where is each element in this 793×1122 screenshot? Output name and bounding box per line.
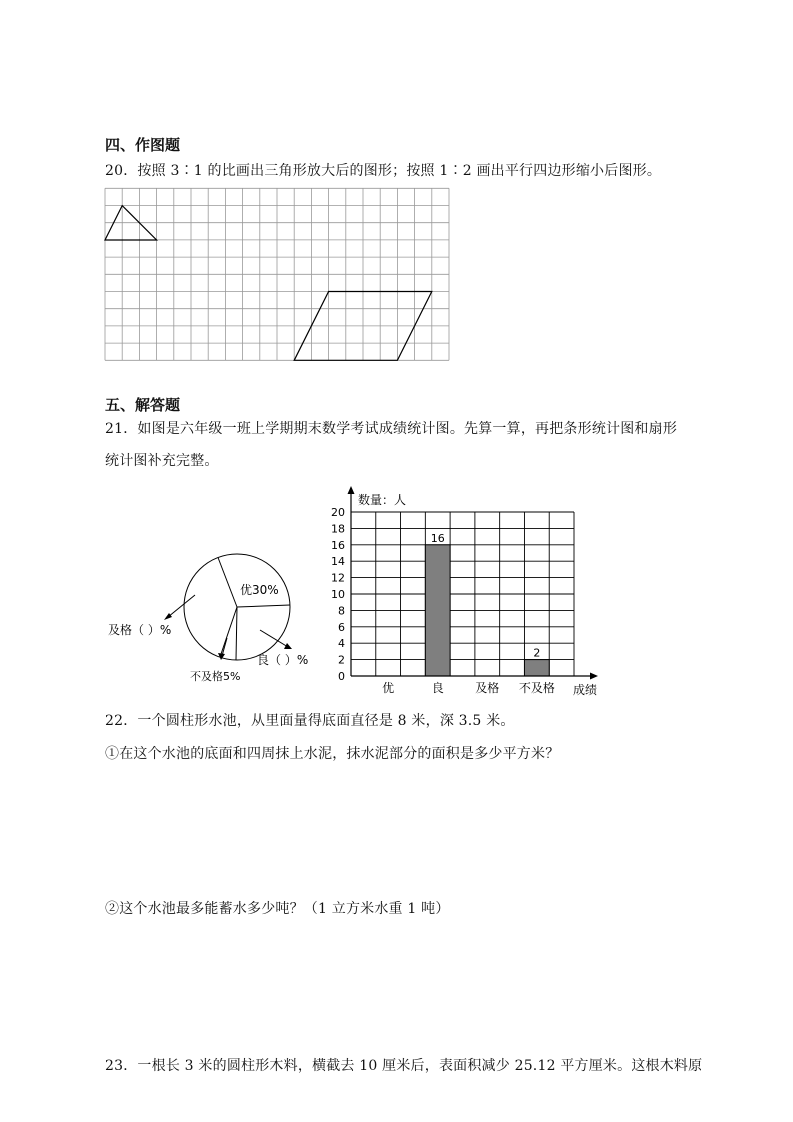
question-21-line2: 统计图补充完整。 (105, 453, 219, 469)
question-22-part2: ②这个水池最多能蓄水多少吨？（1 立方米水重 1 吨） (105, 901, 450, 917)
x-axis-label: 成绩 (573, 683, 598, 697)
y-tick-label: 20 (331, 506, 345, 519)
pie-divider-2 (237, 605, 290, 607)
pie-label-excellent: 优30% (240, 583, 279, 597)
y-axis-arrow (348, 486, 355, 494)
pie-chart (100, 550, 335, 690)
question-number: 20． (105, 163, 138, 179)
pie-label-pass: 及格（ ）% (108, 623, 172, 637)
bar-data-label: 16 (430, 531, 445, 545)
question-text: 一个圆柱形水池，从里面量得底面直径是 8 米，深 3.5 米。 (137, 713, 515, 729)
bar-data-label: 2 (533, 646, 541, 660)
y-tick-label: 12 (331, 571, 345, 585)
y-tick-label: 10 (331, 588, 345, 601)
y-tick-label: 14 (331, 555, 345, 569)
bar-3 (524, 660, 549, 676)
question-text: 按照 3∶1 的比画出三角形放大后的图形；按照 1∶2 画出平行四边形缩小后图形。 (137, 163, 662, 179)
question-text: 一根长 3 米的圆柱形木料，横截去 10 厘米后，表面积减少 25.12 平方厘米。这根木料原 (137, 1058, 703, 1074)
y-tick-label: 16 (331, 538, 345, 552)
arrow-pass (168, 595, 195, 617)
question-22 (105, 710, 515, 730)
question-number: 22． (105, 713, 138, 729)
pie-label-fail: 不及格5% (190, 670, 241, 683)
x-tick-label: 不及格 (518, 681, 555, 695)
question-20 (105, 160, 661, 180)
bar-chart-grid (351, 512, 574, 676)
y-tick-label: 4 (338, 637, 345, 651)
arrow-fail (222, 638, 227, 656)
arrow-good-head (284, 643, 292, 649)
x-axis-arrow (590, 673, 598, 680)
section-heading-answers: 五、解答题 (105, 396, 181, 414)
grid-lines (105, 188, 449, 360)
y-tick-label: 18 (331, 522, 345, 536)
question-number: 23． (105, 1058, 138, 1074)
question-23 (105, 1055, 702, 1075)
bar-chart-xlabels (382, 680, 555, 695)
question-text: 如图是六年级一班上学期期末数学考试成绩统计图。先算一算，再把条形统计图和扇形 (137, 421, 678, 437)
bar-1 (425, 545, 450, 676)
x-tick-label: 优 (382, 681, 395, 695)
pie-divider-3 (236, 607, 237, 660)
x-tick-label: 良 (431, 681, 444, 695)
y-tick-label: 6 (338, 620, 345, 634)
bar-chart-yticks (331, 506, 345, 683)
arrow-pass-head (164, 613, 172, 620)
y-tick-label: 2 (338, 653, 345, 667)
pie-divider-4 (220, 607, 237, 657)
pie-label-good: 良（ ）% (257, 653, 309, 667)
y-tick-label: 0 (338, 670, 345, 683)
y-axis-label: 数量：人 (358, 493, 407, 507)
section-heading-drawing: 四、作图题 (105, 136, 181, 154)
question-21-line1 (105, 418, 677, 438)
question-22-part1: ①在这个水池的底面和四周抹上水泥，抹水泥部分的面积是多少平方米？ (105, 746, 560, 762)
pie-divider-1 (218, 558, 237, 608)
drawing-grid (100, 185, 460, 370)
x-tick-label: 及格 (475, 681, 500, 695)
bar-chart-bars (425, 532, 549, 676)
y-tick-label: 8 (338, 604, 345, 618)
bar-chart (325, 484, 615, 699)
question-number: 21． (105, 421, 138, 437)
